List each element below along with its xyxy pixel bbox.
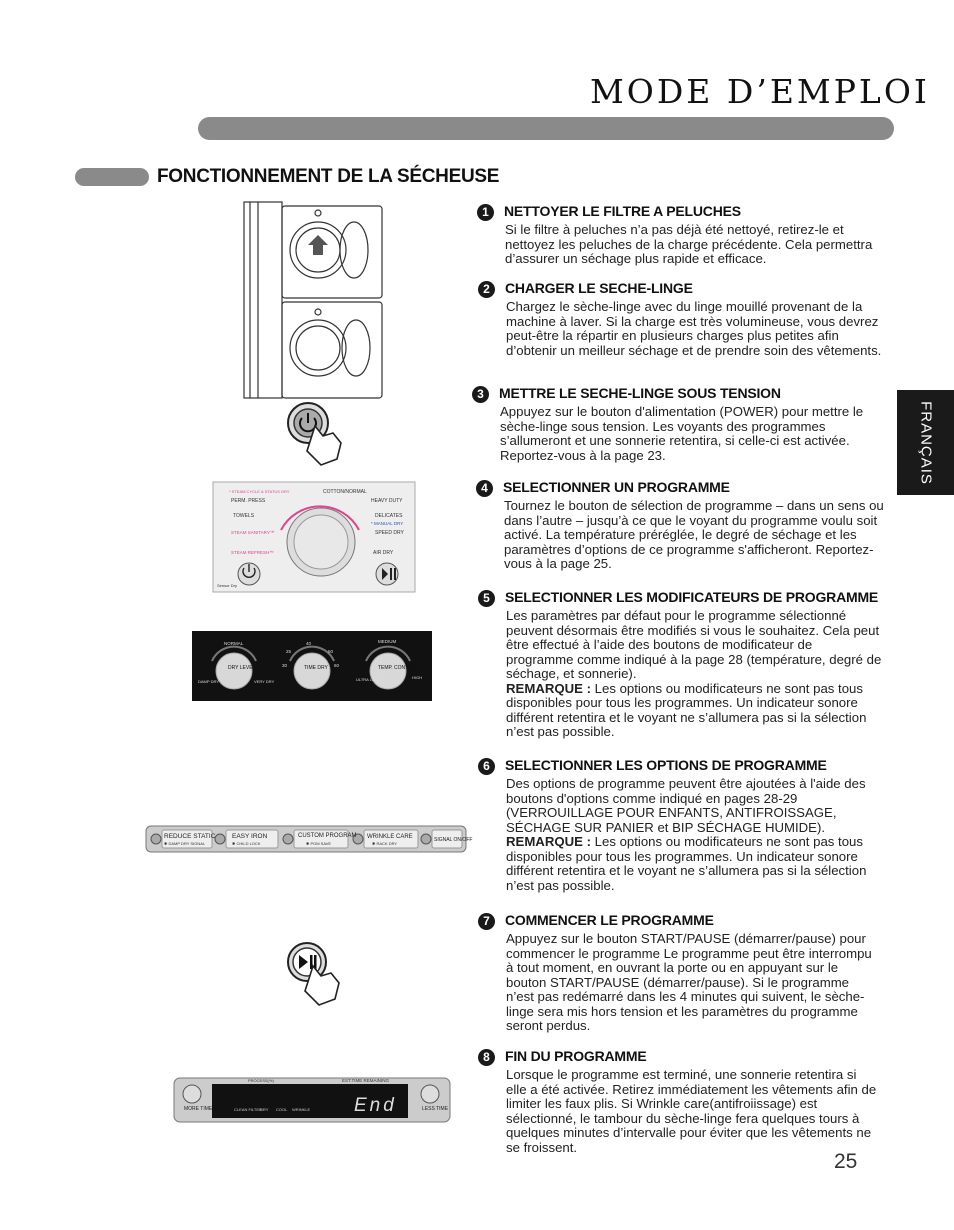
section-title: FONCTIONNEMENT DE LA SÉCHEUSE: [157, 166, 500, 187]
page-number: 25: [834, 1150, 858, 1173]
svg-text:TIME DRY: TIME DRY: [304, 665, 328, 671]
svg-text:EST.TIME REMAINING: EST.TIME REMAINING: [342, 1078, 390, 1083]
dial-top-label: * STEAM CYCLE & STATUS DRY: [229, 489, 290, 494]
svg-text:✱ CHILD LOCK: ✱ CHILD LOCK: [232, 841, 261, 846]
step-title: COMMENCER LE PROGRAMME: [505, 912, 714, 928]
svg-text:Sensor Dry: Sensor Dry: [217, 583, 238, 588]
svg-text:PROCESS(%): PROCESS(%): [248, 1078, 274, 1083]
step-title: METTRE LE SECHE-LINGE SOUS TENSION: [499, 385, 781, 401]
svg-text:WRINKLE: WRINKLE: [292, 1107, 311, 1112]
svg-text:NORMAL: NORMAL: [224, 641, 244, 646]
step-title: NETTOYER LE FILTRE A PELUCHES: [504, 203, 741, 219]
svg-text:SPEED DRY: SPEED DRY: [375, 530, 404, 536]
svg-text:MORE TIME: MORE TIME: [184, 1106, 213, 1112]
svg-text:PERM. PRESS: PERM. PRESS: [231, 498, 266, 504]
svg-text:CLEAN FILTER: CLEAN FILTER: [234, 1107, 262, 1112]
svg-text:SIGNAL ON/OFF: SIGNAL ON/OFF: [434, 837, 473, 843]
svg-text:STEAM SANITARY™: STEAM SANITARY™: [231, 530, 275, 535]
svg-text:✱ DAMP DRY SIGNAL: ✱ DAMP DRY SIGNAL: [164, 841, 206, 846]
svg-text:* MANUAL DRY: * MANUAL DRY: [371, 521, 404, 526]
svg-text:HEAVY DUTY: HEAVY DUTY: [371, 498, 403, 504]
svg-text:COTTON/NORMAL: COTTON/NORMAL: [323, 489, 367, 495]
language-tab: [897, 390, 954, 495]
svg-text:60: 60: [334, 663, 340, 668]
power-button-illustration: [285, 400, 351, 468]
display-panel: [174, 1078, 450, 1122]
svg-text:AIR DRY: AIR DRY: [373, 550, 394, 556]
step-body: Tournez le bouton de sélection de programme – dans un sens ou dans l’autre – jusqu’à ce que le voyant du programme voulu soit activé. La température préréglée, le degré de séchage et les paramètres d’options de ce programme s'afficheront. Reportez-vous à la page 25.: [504, 498, 884, 571]
svg-text:TEMP. CONTROL: TEMP. CONTROL: [378, 665, 419, 671]
page-header-title: MODE D’EMPLOI: [590, 72, 930, 111]
svg-text:50: 50: [328, 649, 334, 654]
svg-text:DELICATES: DELICATES: [375, 513, 403, 519]
svg-text:ULTRA LOW: ULTRA LOW: [356, 677, 379, 682]
program-dial-panel: [213, 482, 415, 592]
start-pause-illustration: [285, 940, 351, 1008]
step-title: CHARGER LE SECHE-LINGE: [505, 280, 693, 296]
svg-text:STEAM REFRESH™: STEAM REFRESH™: [231, 550, 274, 555]
svg-text:REDUCE STATIC: REDUCE STATIC: [164, 833, 216, 840]
step-body: Appuyez sur le bouton d'alimentation (POWER) pour mettre le sèche-linge sous tension. Les voyants des programmes s’allumeront et une sonnerie retentira, si celle-ci est activée. Reportez-vous à la page 23.: [500, 404, 864, 463]
svg-text:25: 25: [286, 649, 292, 654]
svg-text:✱ RACK DRY: ✱ RACK DRY: [372, 841, 398, 846]
svg-text:MEDIUM: MEDIUM: [378, 639, 397, 644]
svg-text:DAMP DRY: DAMP DRY: [198, 679, 219, 684]
svg-text:40: 40: [306, 641, 312, 646]
svg-text:✱ PGM SAVE: ✱ PGM SAVE: [306, 841, 332, 846]
step-body: Si le filtre à peluches n’a pas déjà été nettoyé, retirez-le et nettoyez les peluches de la charge précédente. Cela permettra d’assurer un séchage plus rapide et efficace.: [505, 222, 873, 266]
svg-text:DRY: DRY: [260, 1107, 269, 1112]
modifier-knobs-panel: [192, 631, 432, 701]
svg-text:HIGH: HIGH: [412, 675, 422, 680]
section-pill: [75, 168, 149, 186]
display-readout: End: [354, 1095, 397, 1116]
svg-text:30: 30: [282, 663, 288, 668]
step-title: FIN DU PROGRAMME: [505, 1048, 647, 1064]
svg-text:COOL: COOL: [276, 1107, 288, 1112]
step-body: Lorsque le programme est terminé, une sonnerie retentira si elle a été activée. Retirez immédiatement les vêtements afin de limiter les faux plis. Si Wrinkle care(antifroiissage) est sélectionné, le tambour du sèche-linge fera quelques tours à quelques minutes d’intervalle pour éviter que les vêtements ne se froissent.: [506, 1067, 877, 1155]
step-body: Les paramètres par défaut pour le programme sélectionné peuvent désormais être modifiés si vous le souhaitez. Cela peut être effectué à l’aide des boutons de modificateur de programme comme indiqué à la page 28 (température, degré de séchage, et sonnerie). REMARQUE : Les options ou modificateurs ne sont pas tous disponibles pour tous les programmes. Un indicateur sonore différent retentira et le voyant ne s’allumera pas si la sélection n’est pas possible.: [506, 608, 882, 739]
step-title: SELECTIONNER UN PROGRAMME: [503, 479, 730, 495]
step-body: Appuyez sur le bouton START/PAUSE (démarrer/pause) pour commencer le programme Le programme peut être interrompu à tout moment, en ouvrant la porte ou en appuyant sur le bouton START/PAUSE (démarrer/pause). Si le programme n’est pas redémarré dans les 4 minutes qui suivent, le sèche-linge sera mis hors tension et les paramètres du programme seront perdus.: [506, 931, 872, 1033]
svg-text:DRY LEVEL: DRY LEVEL: [228, 665, 256, 671]
language-tab-label: FRANÇAIS: [917, 400, 934, 485]
header-bar: [198, 117, 894, 140]
step-title: SELECTIONNER LES MODIFICATEURS DE PROGRAMME: [505, 589, 879, 605]
step-body: Des options de programme peuvent être ajoutées à l'aide des boutons d'options comme indiqué en pages 28-29 (VERROUILLAGE POUR ENFANTS, ANTIFROISSAGE, SÉCHAGE SUR PANIER et BIP SÉCHAGE HUMIDE). REMARQUE : Les options ou modificateurs ne sont pas tous disponibles pour tous les programmes. Un indicateur sonore différent retentira et le voyant ne s’allumera pas si la sélection n’est pas possible.: [506, 776, 867, 893]
svg-text:WRINKLE CARE: WRINKLE CARE: [367, 834, 413, 840]
step-title: SELECTIONNER LES OPTIONS DE PROGRAMME: [505, 757, 827, 773]
svg-text:EASY IRON: EASY IRON: [232, 833, 268, 840]
svg-text:LESS TIME: LESS TIME: [422, 1106, 449, 1112]
svg-text:TOWELS: TOWELS: [233, 513, 255, 519]
step-body: Chargez le sèche-linge avec du linge mouillé provenant de la machine à laver. Si la charge est très volumineuse, vous devrez peut-être la répartir en plusieurs charges plus petites afin d’obtenir un meilleur séchage et de prendre soin des vêtements.: [506, 299, 882, 358]
svg-text:CUSTOM PROGRAM: CUSTOM PROGRAM: [298, 833, 357, 839]
svg-text:VERY DRY: VERY DRY: [254, 679, 275, 684]
options-button-bar: [146, 825, 473, 853]
stacked-dryer-illustration: [238, 200, 384, 400]
